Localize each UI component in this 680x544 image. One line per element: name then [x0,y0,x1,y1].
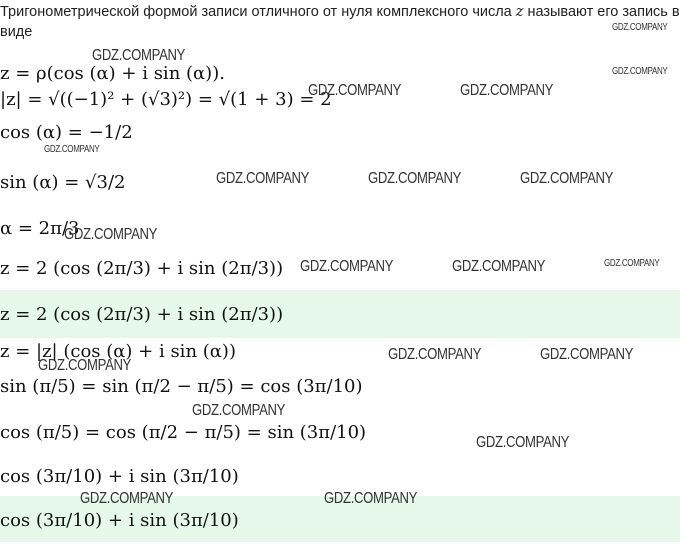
intro-text-end: называют его запись в виде [0,4,680,40]
equation-line: |z| = √((−1)² + (√3)²) = √(1 + 3) = 2 [0,88,332,110]
watermark: GDZ.COMPANY [44,144,100,155]
equation-line: z = |z| (cos (α) + i sin (α)) [0,340,236,362]
equation-line: cos (π/5) = cos (π/2 − π/5) = sin (3π/10) [0,421,367,443]
watermark: GDZ.COMPANY [612,22,668,33]
equation-line: z = 2 (cos (2π/3) + i sin (2π/3)) [0,257,284,279]
intro-variable: z [515,4,524,20]
equation-line: sin (π/5) = sin (π/2 − π/5) = cos (3π/10) [0,375,363,397]
watermark: GDZ.COMPANY [452,258,546,275]
watermark: GDZ.COMPANY [192,402,286,419]
equation-line: sin (α) = √3/2 [0,171,126,193]
intro-text: Тригонометрической формой записи отличного от нуля комплексного числа [0,4,516,20]
watermark: GDZ.COMPANY [64,226,158,243]
watermark: GDZ.COMPANY [38,357,132,374]
watermark: GDZ.COMPANY [300,258,394,275]
equation-line: cos (3π/10) + i sin (3π/10) [0,509,239,531]
watermark: GDZ.COMPANY [540,346,634,363]
watermark: GDZ.COMPANY [604,258,660,269]
equation-line: z = ρ(cos (α) + i sin (α)). [0,62,225,84]
watermark: GDZ.COMPANY [460,82,554,99]
watermark: GDZ.COMPANY [368,170,462,187]
watermark: GDZ.COMPANY [80,490,174,507]
watermark: GDZ.COMPANY [388,346,482,363]
watermark: GDZ.COMPANY [520,170,614,187]
watermark: GDZ.COMPANY [612,66,668,77]
equation-line: z = 2 (cos (2π/3) + i sin (2π/3)) [0,303,284,325]
watermark: GDZ.COMPANY [92,47,186,64]
intro-paragraph [0,2,680,42]
watermark: GDZ.COMPANY [476,434,570,451]
watermark: GDZ.COMPANY [324,490,418,507]
equation-line: α = 2π/3 [0,217,80,239]
equation-line: cos (α) = −1/2 [0,121,133,143]
equation-line: cos (3π/10) + i sin (3π/10) [0,465,239,487]
watermark: GDZ.COMPANY [308,82,402,99]
watermark: GDZ.COMPANY [216,170,310,187]
